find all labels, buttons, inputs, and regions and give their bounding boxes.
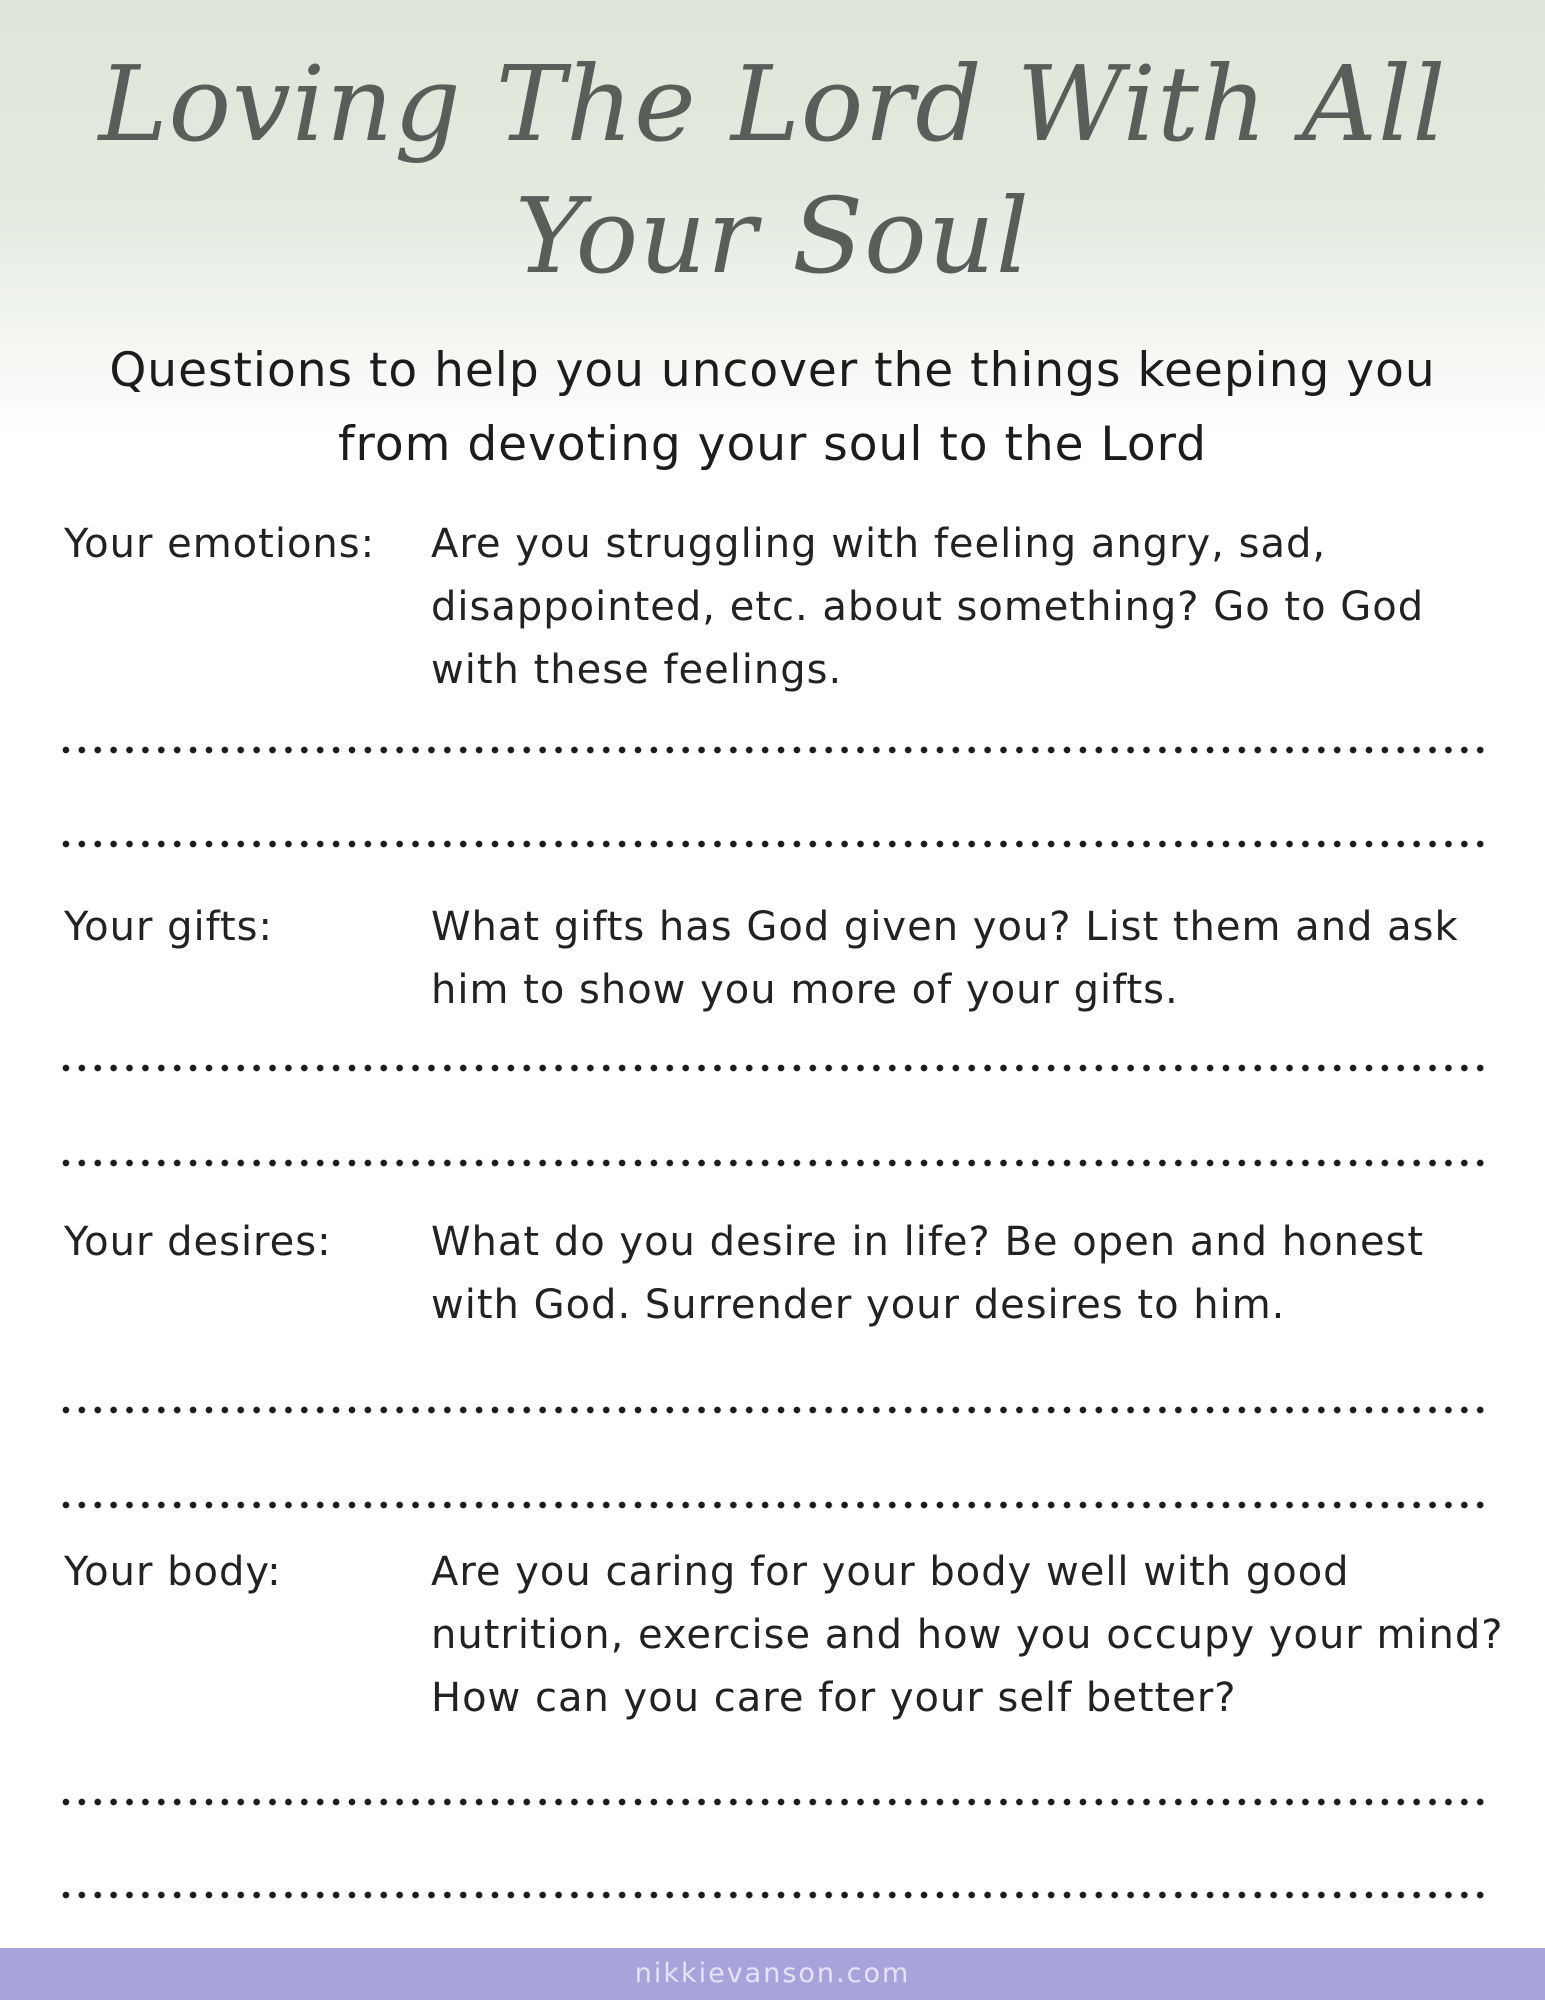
section-question-gifts: What gifts has God given you? List them and ask him to show you more of your gifts. [431,904,1459,1013]
footer-bar [0,1948,1545,2000]
answer-line[interactable] [58,1501,1490,1509]
section-desires [64,1211,1514,1341]
section-label-gifts: Your gifts: [64,904,273,950]
answer-line[interactable] [58,1406,1490,1414]
section-emotions [64,513,1514,713]
section-question-desires: What do you desire in life? Be open and honest with God. Surrender your desires to him. [431,1219,1425,1328]
answer-line[interactable] [58,1064,1490,1072]
section-label-desires: Your desires: [64,1219,332,1265]
answer-line[interactable] [58,1159,1490,1167]
section-gifts [64,896,1514,1026]
page-subtitle [40,334,1505,482]
section-body [64,1541,1514,1741]
section-label-emotions: Your emotions: [64,521,376,567]
section-label-body: Your body: [64,1549,282,1595]
footer-website: nikkievanson.com [634,1958,911,1989]
subtitle-line-2: from devoting your soul to the Lord [338,417,1207,472]
answer-line[interactable] [58,746,1490,754]
answer-line[interactable] [58,1891,1490,1899]
section-question-body: Are you caring for your body well with good nutrition, exercise and how you occupy your mind? How can you care for your self better? [431,1549,1504,1721]
page-title [60,38,1485,302]
title-line-1: Loving The Lord With All [98,43,1447,165]
answer-line[interactable] [58,840,1490,848]
title-line-2: Your Soul [514,175,1031,297]
subtitle-line-1: Questions to help you uncover the things keeping you [109,343,1436,398]
answer-line[interactable] [58,1798,1490,1806]
section-question-emotions: Are you struggling with feeling angry, sad, disappointed, etc. about something? Go to God with these feelings. [431,521,1425,693]
